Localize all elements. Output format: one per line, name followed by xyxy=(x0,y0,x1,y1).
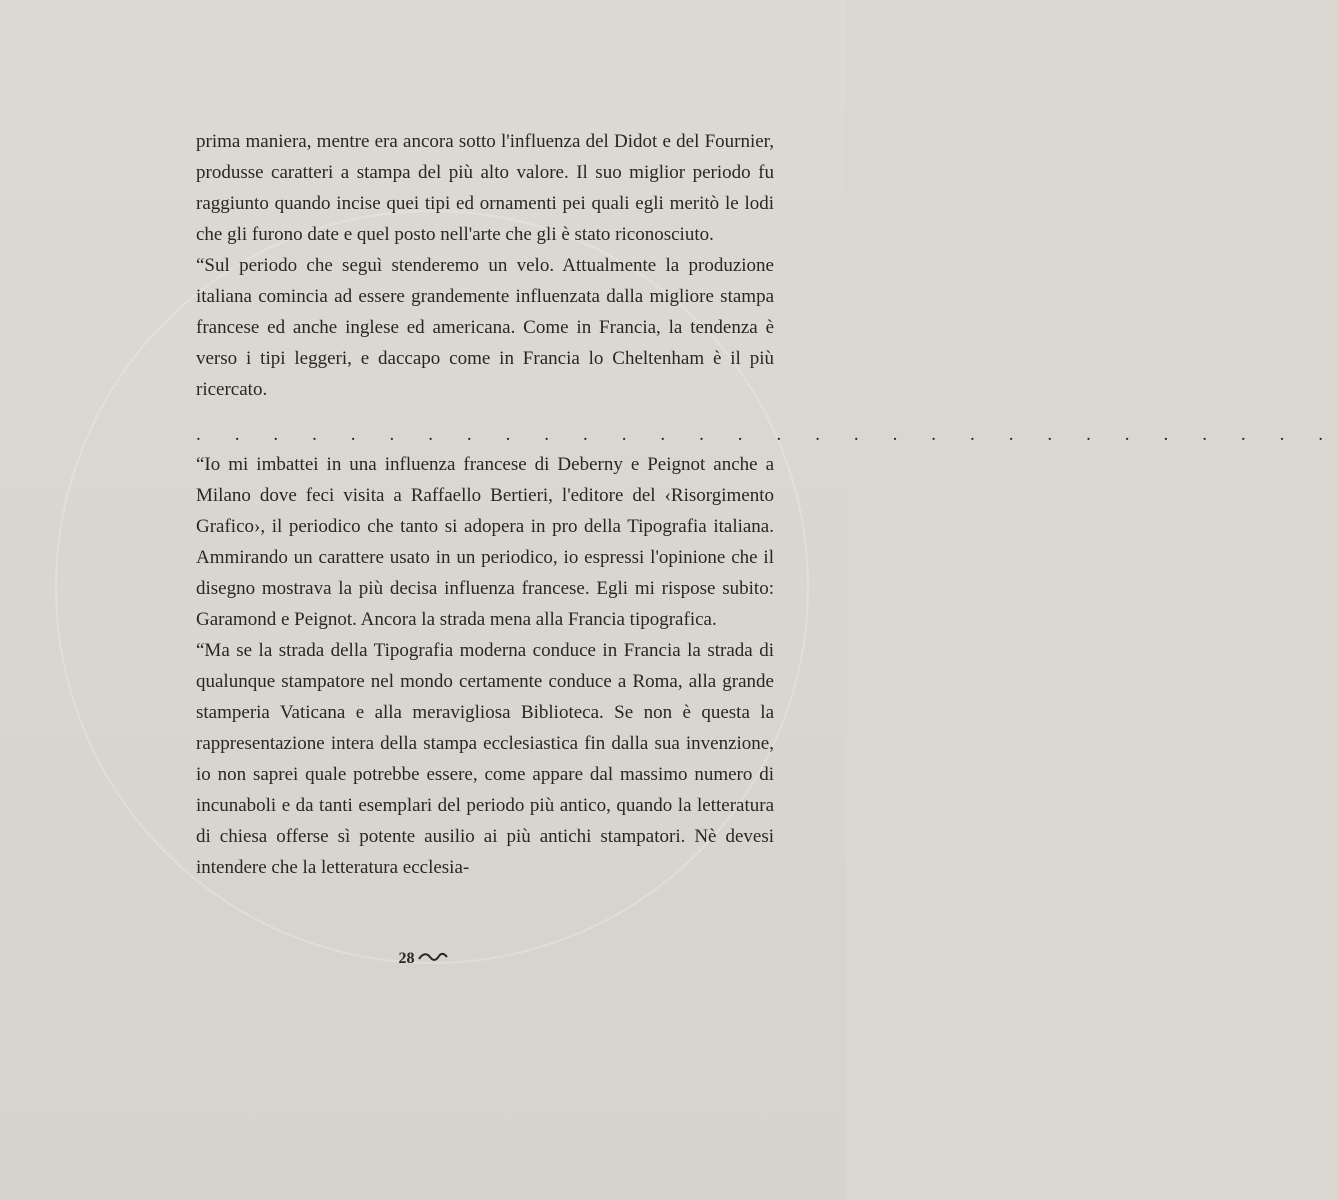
paragraph-4: “Ma se la strada della Tipografia moderna conduce in Francia la strada di qualunque stampatore nel mondo certamente conduce a Roma, alla grande stamperia Vaticana e alla meravigliosa Biblioteca. Se non è questa la rappresentazione intera della stampa ecclesiastica fin dalla sua invenzione, io non saprei quale potrebbe essere, come appare dal massimo numero di incunaboli e da tanti esemplari del periodo più antico, quando la letteratura di chiesa offerse sì potente ausilio ai più antichi stampatori. Nè devesi intendere che la letteratura ecclesia- xyxy=(196,640,774,878)
ornament-icon xyxy=(418,950,448,968)
text-block xyxy=(196,126,1338,883)
paragraph-3: “Io mi imbattei in una influenza francese di Deberny e Peignot anche a Milano dove feci visita a Raffaello Bertieri, l'editore del ‹Risorgimento Grafico›, il periodico che tanto si adopera in pro della Tipografia italiana. Ammirando un carattere usato in un periodico, io espressi l'opinione che il disegno mostrava la più decisa influenza francese. Egli mi rispose subito: Garamond e Peignot. Ancora la strada mena alla Francia tipografica. xyxy=(196,454,774,630)
paragraph-2: “Sul periodo che seguì stenderemo un velo. Attualmente la produzione italiana comincia ad essere grandemente influenzata dalla migliore stampa francese ed anche inglese ed americana. Come in Francia, la tendenza è verso i tipi leggeri, e daccapo come in Francia lo Cheltenham è il più ricercato. xyxy=(196,255,774,400)
paragraph-1: prima maniera, mentre era ancora sotto l'influenza del Didot e del Fournier, produsse caratteri a stampa del più alto valore. Il suo miglior periodo fu raggiunto quando incise quei tipi ed ornamenti pei quali egli meritò le lodi che gli furono date e quel posto nell'arte che gli è stato riconosciuto. xyxy=(196,131,774,245)
dotted-separator: . . . . . . . . . . . . . . . . . . . . . . . . . . . . . . xyxy=(196,424,1338,445)
page-number: 28 xyxy=(398,950,415,967)
page-footer xyxy=(0,950,846,968)
